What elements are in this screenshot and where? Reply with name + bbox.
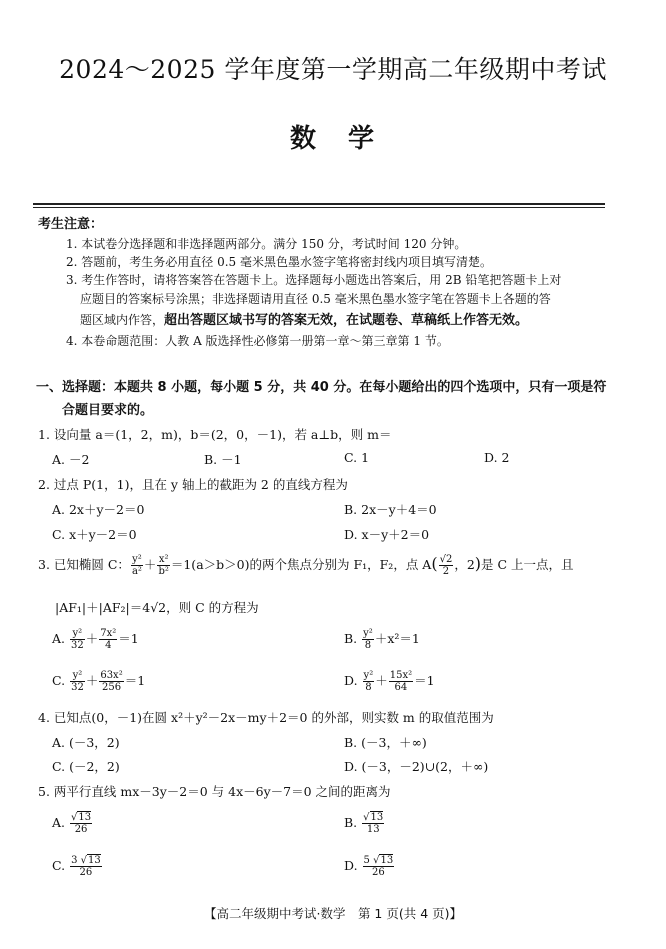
notice-emphasis: 超出答题区域书写的答案无效，在试题卷、草稿纸上作答无效。: [164, 313, 529, 328]
exam-title: 2024～2025 学年度第一学期高二年级期中考试: [59, 55, 607, 84]
q2-stem: 2. 过点 P(1，1)，且在 y 轴上的截距为 2 的直线方程为: [38, 477, 348, 492]
q3-stem: 3. 已知椭圆 C： $\frac{\text{y²}}{\text{a²}}$ ＋ $\frac{\text{x²}}{\text{b²}}$ ＝1(a＞b＞0)的两个焦点分别为 F₁，F₂，点 A( $\frac{√2}{2}$ ，2)是 C 上一点，且: [38, 554, 574, 577]
q4-option-b: B. (－3，＋∞): [344, 735, 427, 750]
page-footer: 【高二年级期中考试·数学 第 1 页(共 4 页)】: [203, 906, 463, 921]
q3-frac-y: $\frac{\text{y²}}{\text{a²}}$: [131, 554, 142, 577]
q4-option-d: D. (－3，－2)∪(2，＋∞): [344, 759, 489, 774]
q2-option-c: C. x＋y－2＝0: [52, 527, 137, 542]
q1-option-d: D. 2: [484, 450, 510, 465]
q1-option-b: B. －1: [204, 452, 242, 467]
q3-option-d: D. $\frac{\text{y²}}{8}$ ＋ $\frac{\text{15x²}}{64}$ ＝1: [344, 670, 435, 693]
subject-title: 数学: [289, 124, 406, 154]
q3-option-c: C. $\frac{\text{y²}}{32}$ ＋ $\frac{\text{63x²}}{256}$ ＝1: [52, 670, 146, 693]
q3-option-a: A. $\frac{\text{y²}}{32}$ ＋ $\frac{\text{7x²}}{4}$ ＝1: [52, 628, 139, 651]
header-rule-thin: [33, 207, 605, 208]
q1-option-a: A. －2: [52, 452, 90, 467]
q3-frac-point: $\frac{√2}{2}$: [439, 554, 453, 577]
notice-item-1: 1. 本试卷分选择题和非选择题两部分。满分 150 分，考试时间 120 分钟。: [66, 237, 467, 251]
q1-stem: 1. 设向量 a＝(1，2，m)，b＝(2，0，－1)，若 a⊥b，则 m＝: [38, 427, 392, 442]
q2-option-b: B. 2x－y＋4＝0: [344, 502, 437, 517]
q3-option-b: B. $\frac{\text{y²}}{8}$ ＋x²＝1: [344, 628, 420, 651]
q5-option-c: C. $\frac{3 √13}{26}$: [52, 855, 101, 878]
header-rule: [33, 203, 605, 205]
notice-item-2: 2. 答题前，考生务必用直径 0.5 毫米黑色墨水签字笔将密封线内项目填写清楚。: [66, 255, 492, 269]
q5-option-a: A. $\frac{√13}{26}$: [52, 812, 92, 835]
q4-stem: 4. 已知点(0，－1)在圆 x²＋y²－2x－my＋2＝0 的外部，则实数 m 的取值范围为: [38, 710, 494, 725]
q4-option-c: C. (－2，2): [52, 759, 120, 774]
notice-item-4: 4. 本卷命题范围：人教 A 版选择性必修第一册第一章～第三章第 1 节。: [66, 334, 449, 348]
notice-item-3: 3. 考生作答时，请将答案答在答题卡上。选择题每小题选出答案后，用 2B 铅笔把答题卡上对: [66, 273, 562, 287]
q3-post: 是 C 上一点，且: [481, 557, 574, 572]
q5-option-d: D. $\frac{5 √13}{26}$: [344, 855, 394, 878]
q1-option-c: C. 1: [344, 450, 370, 465]
notice-text: 题区域内作答，: [80, 313, 165, 327]
notice-item-3-cont2: [80, 309, 528, 328]
notice-heading: 考生注意：: [38, 217, 104, 232]
q2-option-d: D. x－y＋2＝0: [344, 527, 430, 542]
q2-option-a: A. 2x＋y－2＝0: [52, 502, 145, 517]
q4-option-a: A. (－3，2): [52, 735, 120, 750]
q5-stem: 5. 两平行直线 mx－3y－2＝0 与 4x－6y－7＝0 之间的距离为: [38, 784, 391, 799]
q3-pre: 3. 已知椭圆 C：: [38, 557, 130, 572]
q3-frac-x: $\frac{\text{x²}}{\text{b²}}$: [158, 554, 169, 577]
q3-stem-cont: |AF₁|＋|AF₂|＝4√2，则 C 的方程为: [55, 600, 259, 615]
section-heading: 一、选择题：本题共 8 小题，每小题 5 分，共 40 分。在每小题给出的四个选项中，只有一项是符: [36, 380, 607, 395]
section-heading-cont: 合题目要求的。: [62, 403, 154, 418]
q3-mid: ＝1(a＞b＞0)的两个焦点分别为 F₁，F₂，点 A: [170, 557, 432, 572]
notice-item-3-cont: 应题目的答案标号涂黑；非选择题请用直径 0.5 毫米黑色墨水签字笔在答题卡上各题的答: [80, 292, 551, 306]
q5-option-b: B. $\frac{√13}{13}$: [344, 812, 384, 835]
